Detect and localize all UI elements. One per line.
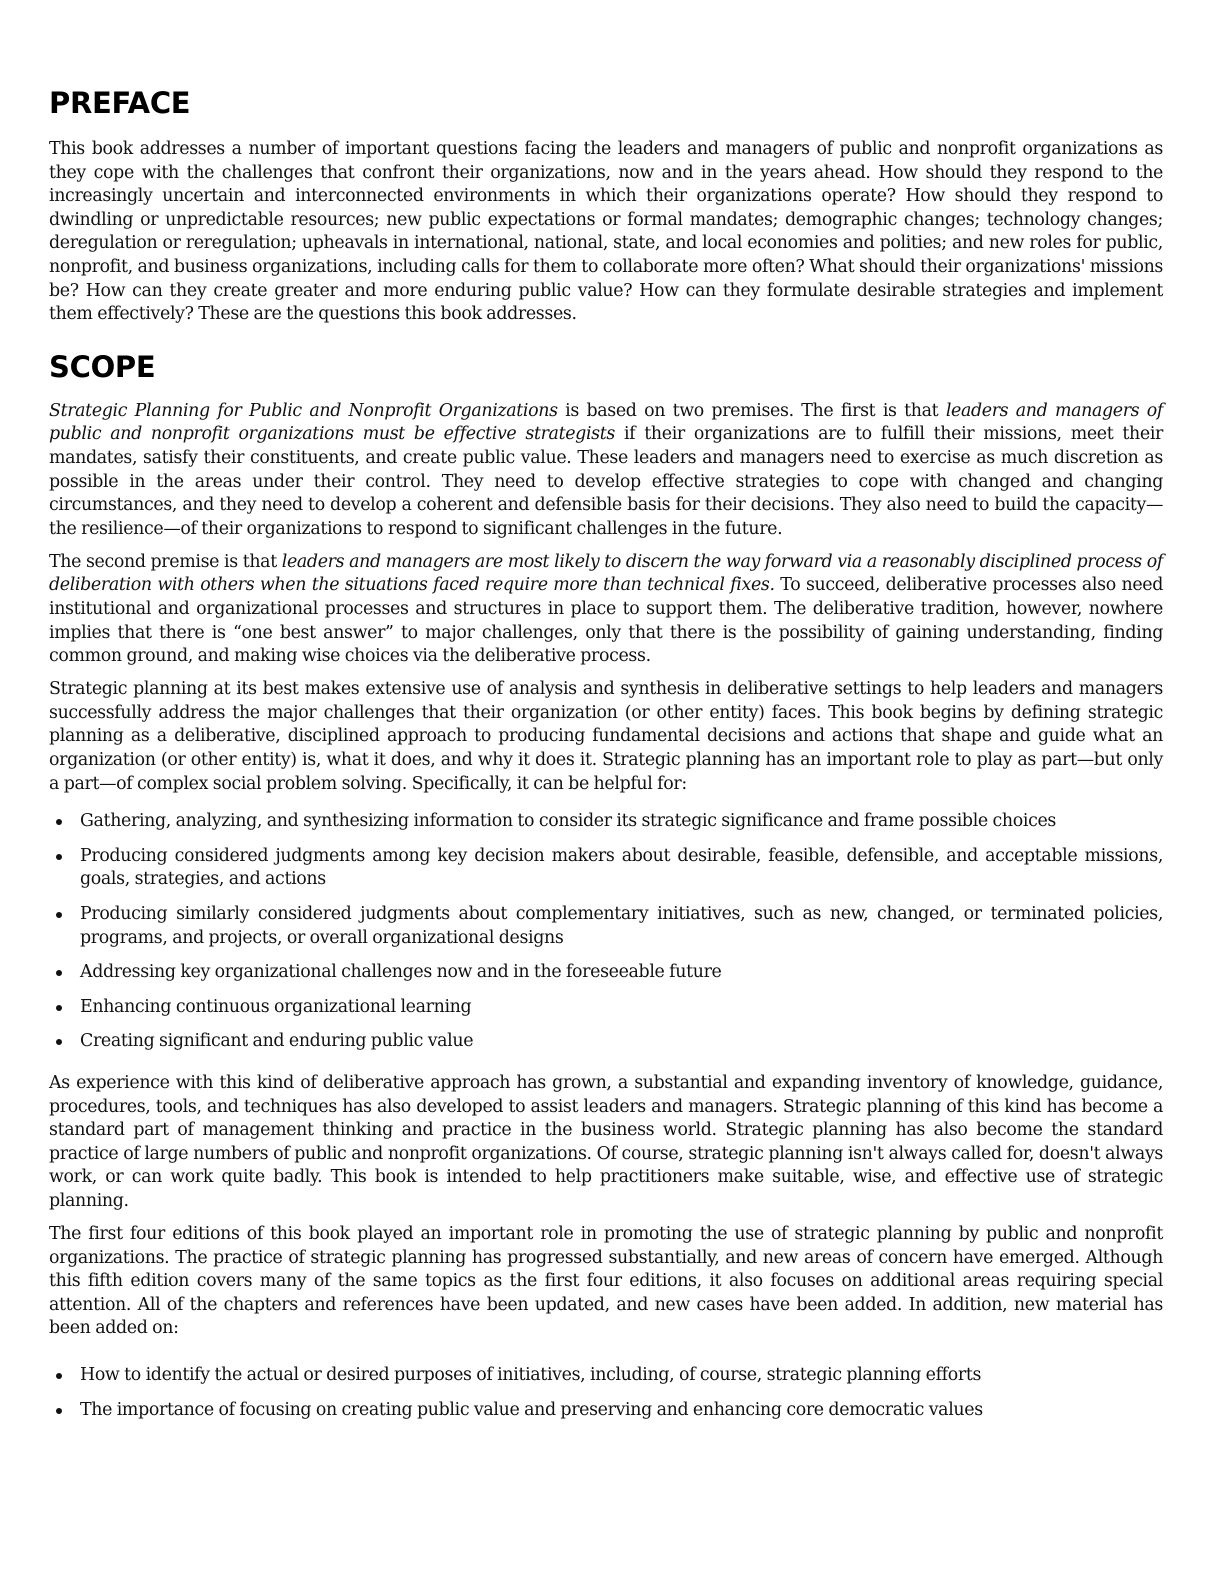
bullet-icon bbox=[56, 854, 62, 860]
bullet-icon bbox=[56, 819, 62, 825]
list-item bbox=[49, 1030, 1163, 1054]
bullet-icon bbox=[56, 970, 62, 976]
list-item bbox=[49, 810, 1163, 834]
text: is based on two premises. The first is that bbox=[557, 400, 946, 421]
scope-heading: SCOPE bbox=[49, 349, 156, 384]
list-item-text: Creating significant and enduring public value bbox=[80, 1031, 474, 1052]
text: To succeed, deliberative processes also need institutional and organizational processes and structures in place to support them. The deliberative tradition, however, nowhere implies that there is “one best answer” to major challenges, only that there is the possibility of gaining understanding, finding common ground, and making wise choices via the deliberative process. bbox=[49, 575, 1163, 667]
text: The second premise is that bbox=[49, 551, 282, 572]
list-item-text: Producing considered judgments among key decision makers about desirable, feasible, defensible, and acceptable missions, goals, strategies, and actions bbox=[80, 845, 1163, 890]
scope-paragraph-editions: The first four editions of this book played an important role in promoting the use of strategic planning by public and nonprofit organizations. The practice of strategic planning has progressed substantially, and new areas of concern have emerged. Although this fifth edition covers many of the same topics as the first four editions, it also focuses on additional areas requiring special attention. All of the chapters and references have been updated, and new cases have been added. In addition, new material has been added on: bbox=[49, 1224, 1163, 1339]
bullet-icon bbox=[56, 1373, 62, 1379]
document-page bbox=[49, 84, 1163, 1440]
preface-heading: PREFACE bbox=[49, 86, 191, 120]
bullet-icon bbox=[56, 1408, 62, 1414]
helpful-for-list bbox=[49, 810, 1163, 1054]
scope-paragraph-experience: As experience with this kind of deliberative approach has grown, a substantial and expanding inventory of knowledge, guidance, procedures, tools, and techniques has also developed to assist leaders and managers. Strategic planning of this kind has become a standard part of management thinking and practice in the business world. Strategic planning has also become the standard practice of large numbers of public and nonprofit organizations. Of course, strategic planning isn't always called for, doesn't always work, or can work quite badly. This book is intended to help practitioners make suitable, wise, and effective use of strategic planning. bbox=[49, 1073, 1163, 1211]
list-item-text: How to identify the actual or desired purposes of initiatives, including, of course, strategic planning efforts bbox=[80, 1365, 982, 1386]
scope-paragraph-premise-one bbox=[49, 400, 1163, 542]
list-item-text: The importance of focusing on creating public value and preserving and enhancing core democratic values bbox=[80, 1399, 983, 1420]
list-item bbox=[49, 903, 1163, 950]
text: if their organizations are to fulfill their missions, meet their mandates, satisfy their constituents, and create public value. These leaders and managers need to exercise as much discretion as possible in the areas under their control. They need to develop effective strategies to cope with changed and changing circumstances, and they need to develop a coherent and defensible basis for their decisions. They also need to build the capacity—the resilience—of their organizations to respond to significant challenges in the future. bbox=[49, 424, 1163, 539]
preface-paragraph: This book addresses a number of important questions facing the leaders and managers of public and nonprofit organizations as they cope with the challenges that confront their organizations, now and in the years ahead. How should they respond to the increasingly uncertain and interconnected environments in which their organizations operate? How should they respond to dwindling or unpredictable resources; new public expectations or formal mandates; demographic changes; technology changes; deregulation or reregulation; upheavals in international, national, state, and local economies and polities; and new roles for public, nonprofit, and business organizations, including calls for them to collaborate more often? What should their organizations' missions be? How can they create greater and more enduring public value? How can they formulate desirable strategies and implement them effectively? These are the questions this book addresses. bbox=[49, 139, 1163, 325]
list-item bbox=[49, 961, 1163, 985]
scope-paragraph-definition: Strategic planning at its best makes extensive use of analysis and synthesis in deliberative settings to help leaders and managers successfully address the major challenges that their organization (or other entity) faces. This book begins by defining strategic planning as a deliberative, disciplined approach to producing fundamental decisions and actions that shape and guide what an organization (or other entity) is, what it does, and why it does it. Strategic planning has an important role to play as part—but only a part—of complex social problem solving. Specifically, it can be helpful for: bbox=[49, 679, 1163, 794]
list-item bbox=[49, 996, 1163, 1020]
list-item bbox=[49, 1399, 1163, 1423]
book-title: Strategic Planning for Public and Nonprofit Organizations bbox=[49, 400, 558, 421]
list-item-text: Enhancing continuous organizational learning bbox=[80, 996, 472, 1017]
list-item-text: Producing similarly considered judgments about complementary initiatives, such as new, changed, or terminated policies, programs, and projects, or overall organizational designs bbox=[80, 904, 1163, 948]
list-item bbox=[49, 1364, 1163, 1388]
list-item-text: Gathering, analyzing, and synthesizing information to consider its strategic significance and frame possible choices bbox=[80, 811, 1057, 832]
bullet-icon bbox=[56, 912, 62, 918]
new-material-list bbox=[49, 1364, 1163, 1422]
second-premise-emphasis: leaders and managers are most likely to discern the way forward via a reasonably disciplined process of deliberation with others when the situations faced require more than technical fixes. bbox=[49, 551, 1163, 596]
first-premise-emphasis: leaders and managers of public and nonprofit organizations must be effective strategists bbox=[49, 400, 1163, 445]
scope-paragraph-premise-two bbox=[49, 551, 1163, 669]
list-item bbox=[49, 845, 1163, 892]
list-item-text: Addressing key organizational challenges now and in the foreseeable future bbox=[80, 962, 722, 983]
bullet-icon bbox=[56, 1005, 62, 1011]
bullet-icon bbox=[56, 1039, 62, 1045]
